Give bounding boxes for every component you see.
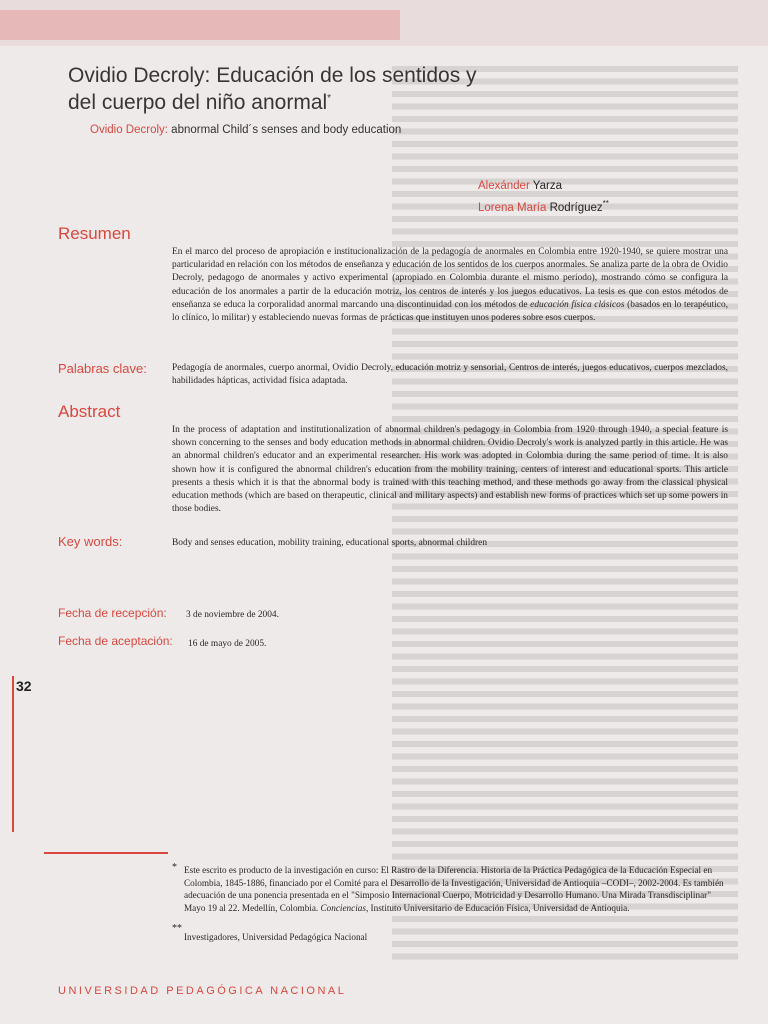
footnote-1-text-b: , Instituto Universitario de Educación Física, Universidad de Antioquia.: [365, 902, 630, 913]
palabras-clave-text: Pedagogía de anormales, cuerpo anormal, Ovidio Decroly, educación motriz y sensorial, Centros de interés, juegos educativos, cuerpos mezclados, habilidades hápticas, actividad física adaptada.: [172, 363, 728, 387]
title-footnote-marker: *: [327, 93, 332, 104]
english-title-lead: Ovidio Decroly:: [90, 124, 168, 136]
footnote-2-marker: **: [172, 923, 182, 934]
footnote-1: [184, 864, 724, 914]
author-1: [478, 178, 609, 195]
footnote-2: Investigadores, Universidad Pedagógica Nacional: [184, 932, 368, 942]
page-number-rule: [12, 676, 14, 832]
footnote-1-text-italic: Conciencias: [320, 902, 366, 913]
resumen-heading: Resumen: [58, 224, 131, 243]
publisher-footer: UNIVERSIDAD PEDAGÓGICA NACIONAL: [58, 985, 347, 997]
author-2-first: Lorena María: [478, 201, 547, 214]
author-2-marker: **: [602, 199, 609, 208]
header-red-strip: [0, 10, 400, 40]
footnote-rule: [44, 852, 168, 854]
received-value: 3 de noviembre de 2004.: [186, 610, 279, 620]
key-words-heading: Key words:: [58, 534, 123, 549]
author-2-last: Rodríguez: [549, 201, 603, 214]
footnote-1-marker: *: [172, 862, 177, 873]
resumen-text-a: En el marco del proceso de apropiación e institucionalización de la pedagogía de anormales en Colombia entre 1920-1940, se quiere mostrar una particularidad en relación con los métodos de enseñanza y educación de los sentidos de los cuerpos anormales. Se analiza parte de la obra de Ovidio Decroly, pedagogo de anormales y activo experimental (apropiado en Colombia durante el mismo período), mostrando cómo se configura la educación de los anormales a partir de la educación motriz, los centros de interés y los juegos educativos. La tesis es que con estos métodos de enseñanza se educa la corporalidad anormal marcando una discontinuidad con los métodos de: [172, 247, 728, 310]
english-title-rest: abnormal Child´s senses and body education: [171, 124, 402, 136]
author-1-first: Alexánder: [478, 180, 530, 192]
palabras-clave-heading: Palabras clave:: [58, 361, 147, 376]
title-line-2: del cuerpo del niño anormal: [68, 91, 328, 114]
author-list: [478, 178, 609, 217]
resumen-text-b: (basados en lo terapéutico, lo clínico, lo militar) y estableciendo nuevas formas de prácticas que instituyen unos poderes sobre esos cuerpos.: [172, 299, 728, 324]
accepted-label: Fecha de aceptación:: [58, 634, 173, 648]
resumen-text: [172, 246, 728, 325]
english-title: [90, 124, 401, 136]
author-2: [478, 195, 609, 217]
accepted-value: 16 de mayo de 2005.: [188, 639, 267, 649]
abstract-text: In the process of adaptation and institutionalization of abnormal children's pedagogy in Colombia from 1920 through 1940, a special feature is shown concerning to the senses and body education methods in abnormal children. Ovidio Decroly's work is analyzed partly in this article. He was an abnormal children's educator and an experimental researcher. His work was adopted in Colombia during the same period of time. It is also shown how it is configured the abnormal children's education from the mobility training, centers of interest and educational sports. This article presents a thesis which it is that the abnormal body is trained with this teaching method, and these methods go away from the classical physical education methods (which are based on therapeutic, clinical and military aspects) and establish new forms of practices which set up some powers in those bodies.: [172, 425, 728, 515]
author-1-last: Yarza: [532, 180, 562, 192]
abstract-heading: Abstract: [58, 402, 121, 421]
key-words-text: Body and senses education, mobility training, educational sports, abnormal children: [172, 538, 488, 548]
page-number: 32: [16, 678, 32, 694]
title-line-1: Ovidio Decroly: Educación de los sentidos y: [68, 64, 477, 87]
received-label: Fecha de recepción:: [58, 606, 167, 620]
resumen-text-italic: educación física clásicos: [530, 299, 625, 310]
footnote-1-text-a: Este escrito es producto de la investigación en curso: El Rastro de la Diferencia. Historia de la Práctica Pedagógica de la Educación Especial en Colombia, 1845-1886, financiado por el Comité para el Desarrollo de la Investigación, Universidad de Antioquia –CODI–, 2002-2004. Es también adecuación de una ponencia presentada en el "Simposio Internacional Cuerpo, Motricidad y Desarrollo Humano. Una Mirada Transdisciplinar" Mayo 19 al 22. Medellín, Colombia.: [184, 865, 724, 913]
article-title: [68, 64, 538, 114]
